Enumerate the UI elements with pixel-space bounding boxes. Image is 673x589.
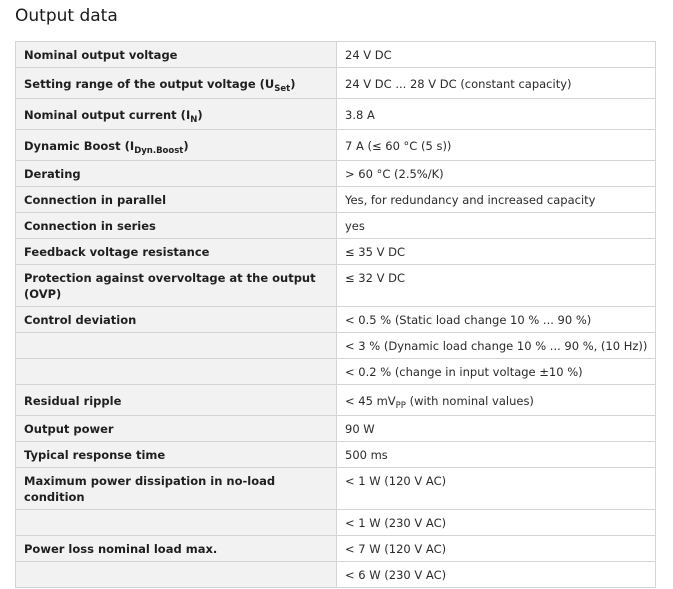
table-row [16,468,656,510]
row-label: Nominal output voltage [16,42,337,68]
row-value: yes [337,213,656,239]
row-value: < 1 W (120 V AC) [337,468,656,510]
table-row [16,442,656,468]
row-value: < 0.5 % (Static load change 10 % ... 90 %) [337,307,656,333]
row-value: ≤ 32 V DC [337,265,656,307]
row-value: 500 ms [337,442,656,468]
row-value: < 3 % (Dynamic load change 10 % ... 90 %, (10 Hz)) [337,333,656,359]
table-row [16,187,656,213]
row-label: Power loss nominal load max. [16,536,337,562]
table-row [16,130,656,161]
row-value: < 1 W (230 V AC) [337,510,656,536]
row-label [16,510,337,536]
row-label: Nominal output current $(I_N)$ [16,99,337,130]
row-label [16,359,337,385]
row-value: < 6 W (230 V AC) [337,562,656,588]
row-label [16,562,337,588]
table-row [16,333,656,359]
row-label: Setting range of the output voltage $(U_{Set})$ [16,68,337,99]
row-value: < 45 $mV_{PP}$ (with nominal values) [337,385,656,416]
row-label: Typical response time [16,442,337,468]
row-label: Dynamic Boost $(I_{Dyn.Boost})$ [16,130,337,161]
row-value: 24 V DC ... 28 V DC (constant capacity) [337,68,656,99]
table-row [16,99,656,130]
row-value: < 0.2 % (change in input voltage ±10 %) [337,359,656,385]
table-row [16,385,656,416]
table-row [16,562,656,588]
table-row [16,239,656,265]
table-row [16,68,656,99]
row-value: 7 A (≤ 60 °C (5 s)) [337,130,656,161]
row-value: 24 V DC [337,42,656,68]
table-row [16,307,656,333]
row-value: 3.8 A [337,99,656,130]
section-heading: Output data [15,6,118,26]
row-label: Connection in series [16,213,337,239]
row-label: Residual ripple [16,385,337,416]
table-row [16,536,656,562]
row-label: Protection against overvoltage at the output (OVP) [16,265,337,307]
row-label [16,333,337,359]
table-row [16,510,656,536]
table-row [16,42,656,68]
row-value: > 60 °C (2.5%/K) [337,161,656,187]
row-value: Yes, for redundancy and increased capacity [337,187,656,213]
row-value: < 7 W (120 V AC) [337,536,656,562]
table-row [16,213,656,239]
output-data-table [15,41,656,588]
table-row [16,161,656,187]
row-label: Connection in parallel [16,187,337,213]
table-row [16,359,656,385]
table-row [16,265,656,307]
row-value: ≤ 35 V DC [337,239,656,265]
row-label: Output power [16,416,337,442]
row-value: 90 W [337,416,656,442]
row-label: Feedback voltage resistance [16,239,337,265]
row-label: Maximum power dissipation in no-load condition [16,468,337,510]
row-label: Derating [16,161,337,187]
row-label: Control deviation [16,307,337,333]
table-row [16,416,656,442]
